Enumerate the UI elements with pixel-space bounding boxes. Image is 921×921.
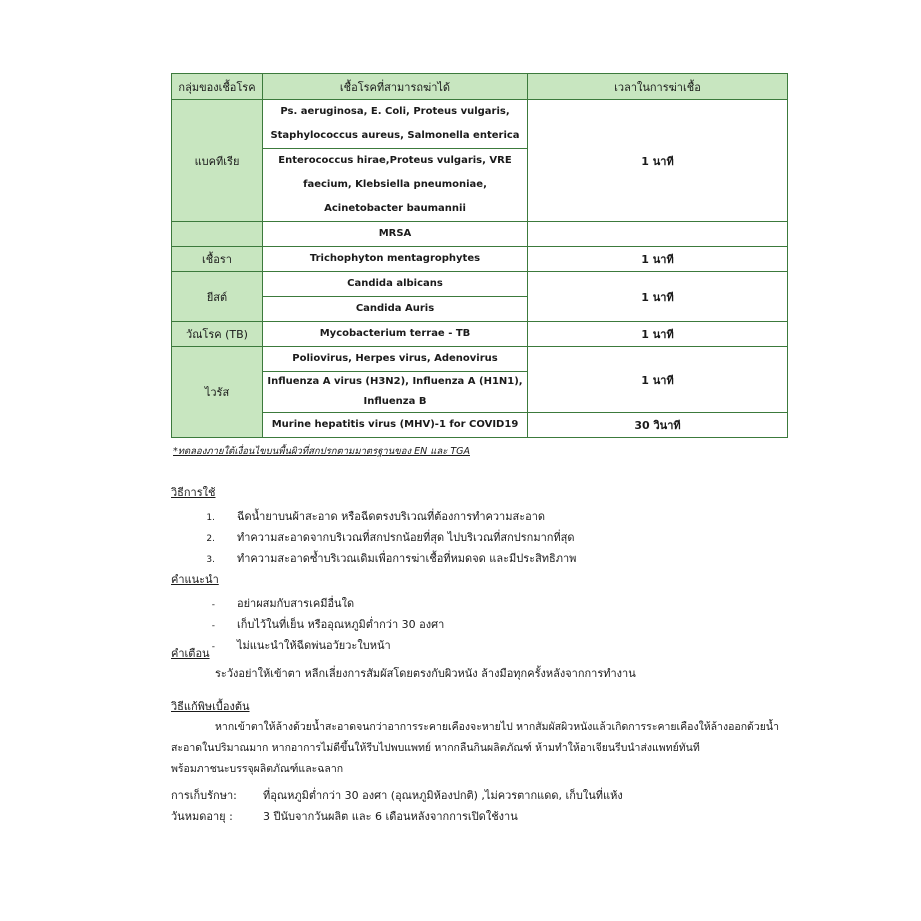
- time-cell: 1 นาที: [528, 100, 788, 222]
- group-tb: วัณโรค (TB): [172, 322, 263, 347]
- list-item: [171, 528, 576, 549]
- organism-cell: Candida Auris: [263, 297, 528, 322]
- header-time: เวลาในการฆ่าเชื้อ: [528, 74, 788, 100]
- test-note: *ทดลองภายใต้เงื่อนไขบนพื้นผิวที่สกปรกตามมาตรฐานของ EN และ TGA: [173, 446, 470, 457]
- list-item: [171, 594, 444, 615]
- step-number: 3.: [206, 555, 215, 565]
- table-row: [172, 222, 788, 247]
- organism-cell: Trichophyton mentagrophytes: [263, 247, 528, 272]
- expiry-row: [171, 807, 518, 825]
- storage-row: [171, 786, 623, 804]
- header-group: กลุ่มของเชื้อโรค: [172, 74, 263, 100]
- firstaid-line: สะอาดในปริมาณมาก หากอาการไม่ดีขึ้นให้รีบไปพบแพทย์ หากกลืนกินผลิตภัณฑ์ ห้ามทำให้อาเจียนรีบนำส่งแพทย์ทันที: [171, 742, 700, 754]
- time-cell: 30 วินาที: [528, 413, 788, 438]
- group-fungi: เชื้อรา: [172, 247, 263, 272]
- advice-text: อย่าผสมกับสารเคมีอื่นใด: [237, 597, 355, 610]
- organism-cell: Candida albicans: [263, 272, 528, 297]
- usage-section: [171, 483, 576, 570]
- firstaid-line: หากเข้าตาให้ล้างด้วยน้ำสะอาดจนกว่าอาการระคายเคืองจะหายไป หากสัมผัสผิวหนังแล้วเกิดการระคายเคืองให้ล้างออกด้วยน้ำ: [215, 721, 779, 733]
- firstaid-line: พร้อมภาชนะบรรจุผลิตภัณฑ์และฉลาก: [171, 763, 344, 775]
- group-yeast: ยีสต์: [172, 272, 263, 322]
- step-text: ทำความสะอาดจากบริเวณที่สกปรกน้อยที่สุด ไปบริเวณที่สกปรกมากที่สุด: [237, 531, 575, 544]
- expiry-label: วันหมดอายุ :: [171, 810, 233, 823]
- table-row: [172, 247, 788, 272]
- time-cell: 1 นาที: [528, 272, 788, 322]
- organism-cell: Ps. aeruginosa, E. Coli, Proteus vulgaris, Staphylococcus aureus, Salmonella enterica: [263, 100, 528, 149]
- firstaid-title: วิธีแก้พิษเบื้องต้น: [171, 700, 250, 713]
- step-number: 2.: [206, 534, 215, 544]
- firstaid-section: [171, 697, 791, 780]
- warning-title: คำเตือน: [171, 647, 210, 660]
- bullet-mark: -: [211, 600, 215, 610]
- table-header-row: [172, 74, 788, 100]
- time-cell: 1 นาที: [528, 347, 788, 413]
- step-text: ทำความสะอาดซ้ำบริเวณเดิมเพื่อการฆ่าเชื้อที่หมดจด และมีประสิทธิภาพ: [237, 552, 577, 565]
- table-row: [172, 322, 788, 347]
- usage-title: วิธีการใช้: [171, 486, 216, 499]
- organism-cell: Murine hepatitis virus (MHV)-1 for COVID19: [263, 413, 528, 438]
- storage-label: การเก็บรักษา:: [171, 789, 237, 802]
- table-row: [172, 347, 788, 372]
- advice-title: คำแนะนำ: [171, 573, 219, 586]
- expiry-value: 3 ปีนับจากวันผลิต และ 6 เดือนหลังจากการเปิดใช้งาน: [263, 810, 518, 823]
- list-item: [171, 507, 576, 528]
- bullet-mark: -: [211, 621, 215, 631]
- storage-value: ที่อุณหภูมิต่ำกว่า 30 องศา (อุณหภูมิห้องปกติ) ,ไม่ควรตากแดด, เก็บในที่แห้ง: [263, 789, 623, 802]
- bullet-mark: -: [211, 642, 215, 652]
- list-item: [171, 615, 444, 636]
- list-item: [171, 549, 576, 570]
- header-organisms: เชื้อโรคที่สามารถฆ่าได้: [263, 74, 528, 100]
- step-text: ฉีดน้ำยาบนผ้าสะอาด หรือฉีดตรงบริเวณที่ต้องการทำความสะอาด: [237, 510, 546, 523]
- time-empty: [528, 222, 788, 247]
- group-empty: [172, 222, 263, 247]
- advice-text: ไม่แนะนำให้ฉีดพ่นอวัยวะใบหน้า: [237, 639, 391, 652]
- time-cell: 1 นาที: [528, 322, 788, 347]
- group-virus: ไวรัส: [172, 347, 263, 438]
- table-row: [172, 100, 788, 149]
- advice-text: เก็บไว้ในที่เย็น หรืออุณหภูมิต่ำกว่า 30 องศา: [237, 618, 445, 631]
- time-cell: 1 นาที: [528, 247, 788, 272]
- organism-cell: Mycobacterium terrae - TB: [263, 322, 528, 347]
- warning-section: [171, 644, 636, 684]
- step-number: 1.: [206, 513, 215, 523]
- group-bacteria: แบคทีเรีย: [172, 100, 263, 222]
- disinfection-table: [171, 73, 788, 438]
- organism-cell: MRSA: [263, 222, 528, 247]
- warning-text: ระวังอย่าให้เข้าตา หลีกเลี่ยงการสัมผัสโดยตรงกับผิวหนัง ล้างมือทุกครั้งหลังจากการทำงาน: [215, 667, 636, 680]
- table-row: [172, 272, 788, 297]
- organism-cell: Enterococcus hirae,Proteus vulgaris, VRE faecium, Klebsiella pneumoniae, Acinetobacter baumannii: [263, 149, 528, 222]
- organism-cell: Influenza A virus (H3N2), Influenza A (H1N1), Influenza B: [263, 372, 528, 413]
- organism-cell: Poliovirus, Herpes virus, Adenovirus: [263, 347, 528, 372]
- table-row: [172, 413, 788, 438]
